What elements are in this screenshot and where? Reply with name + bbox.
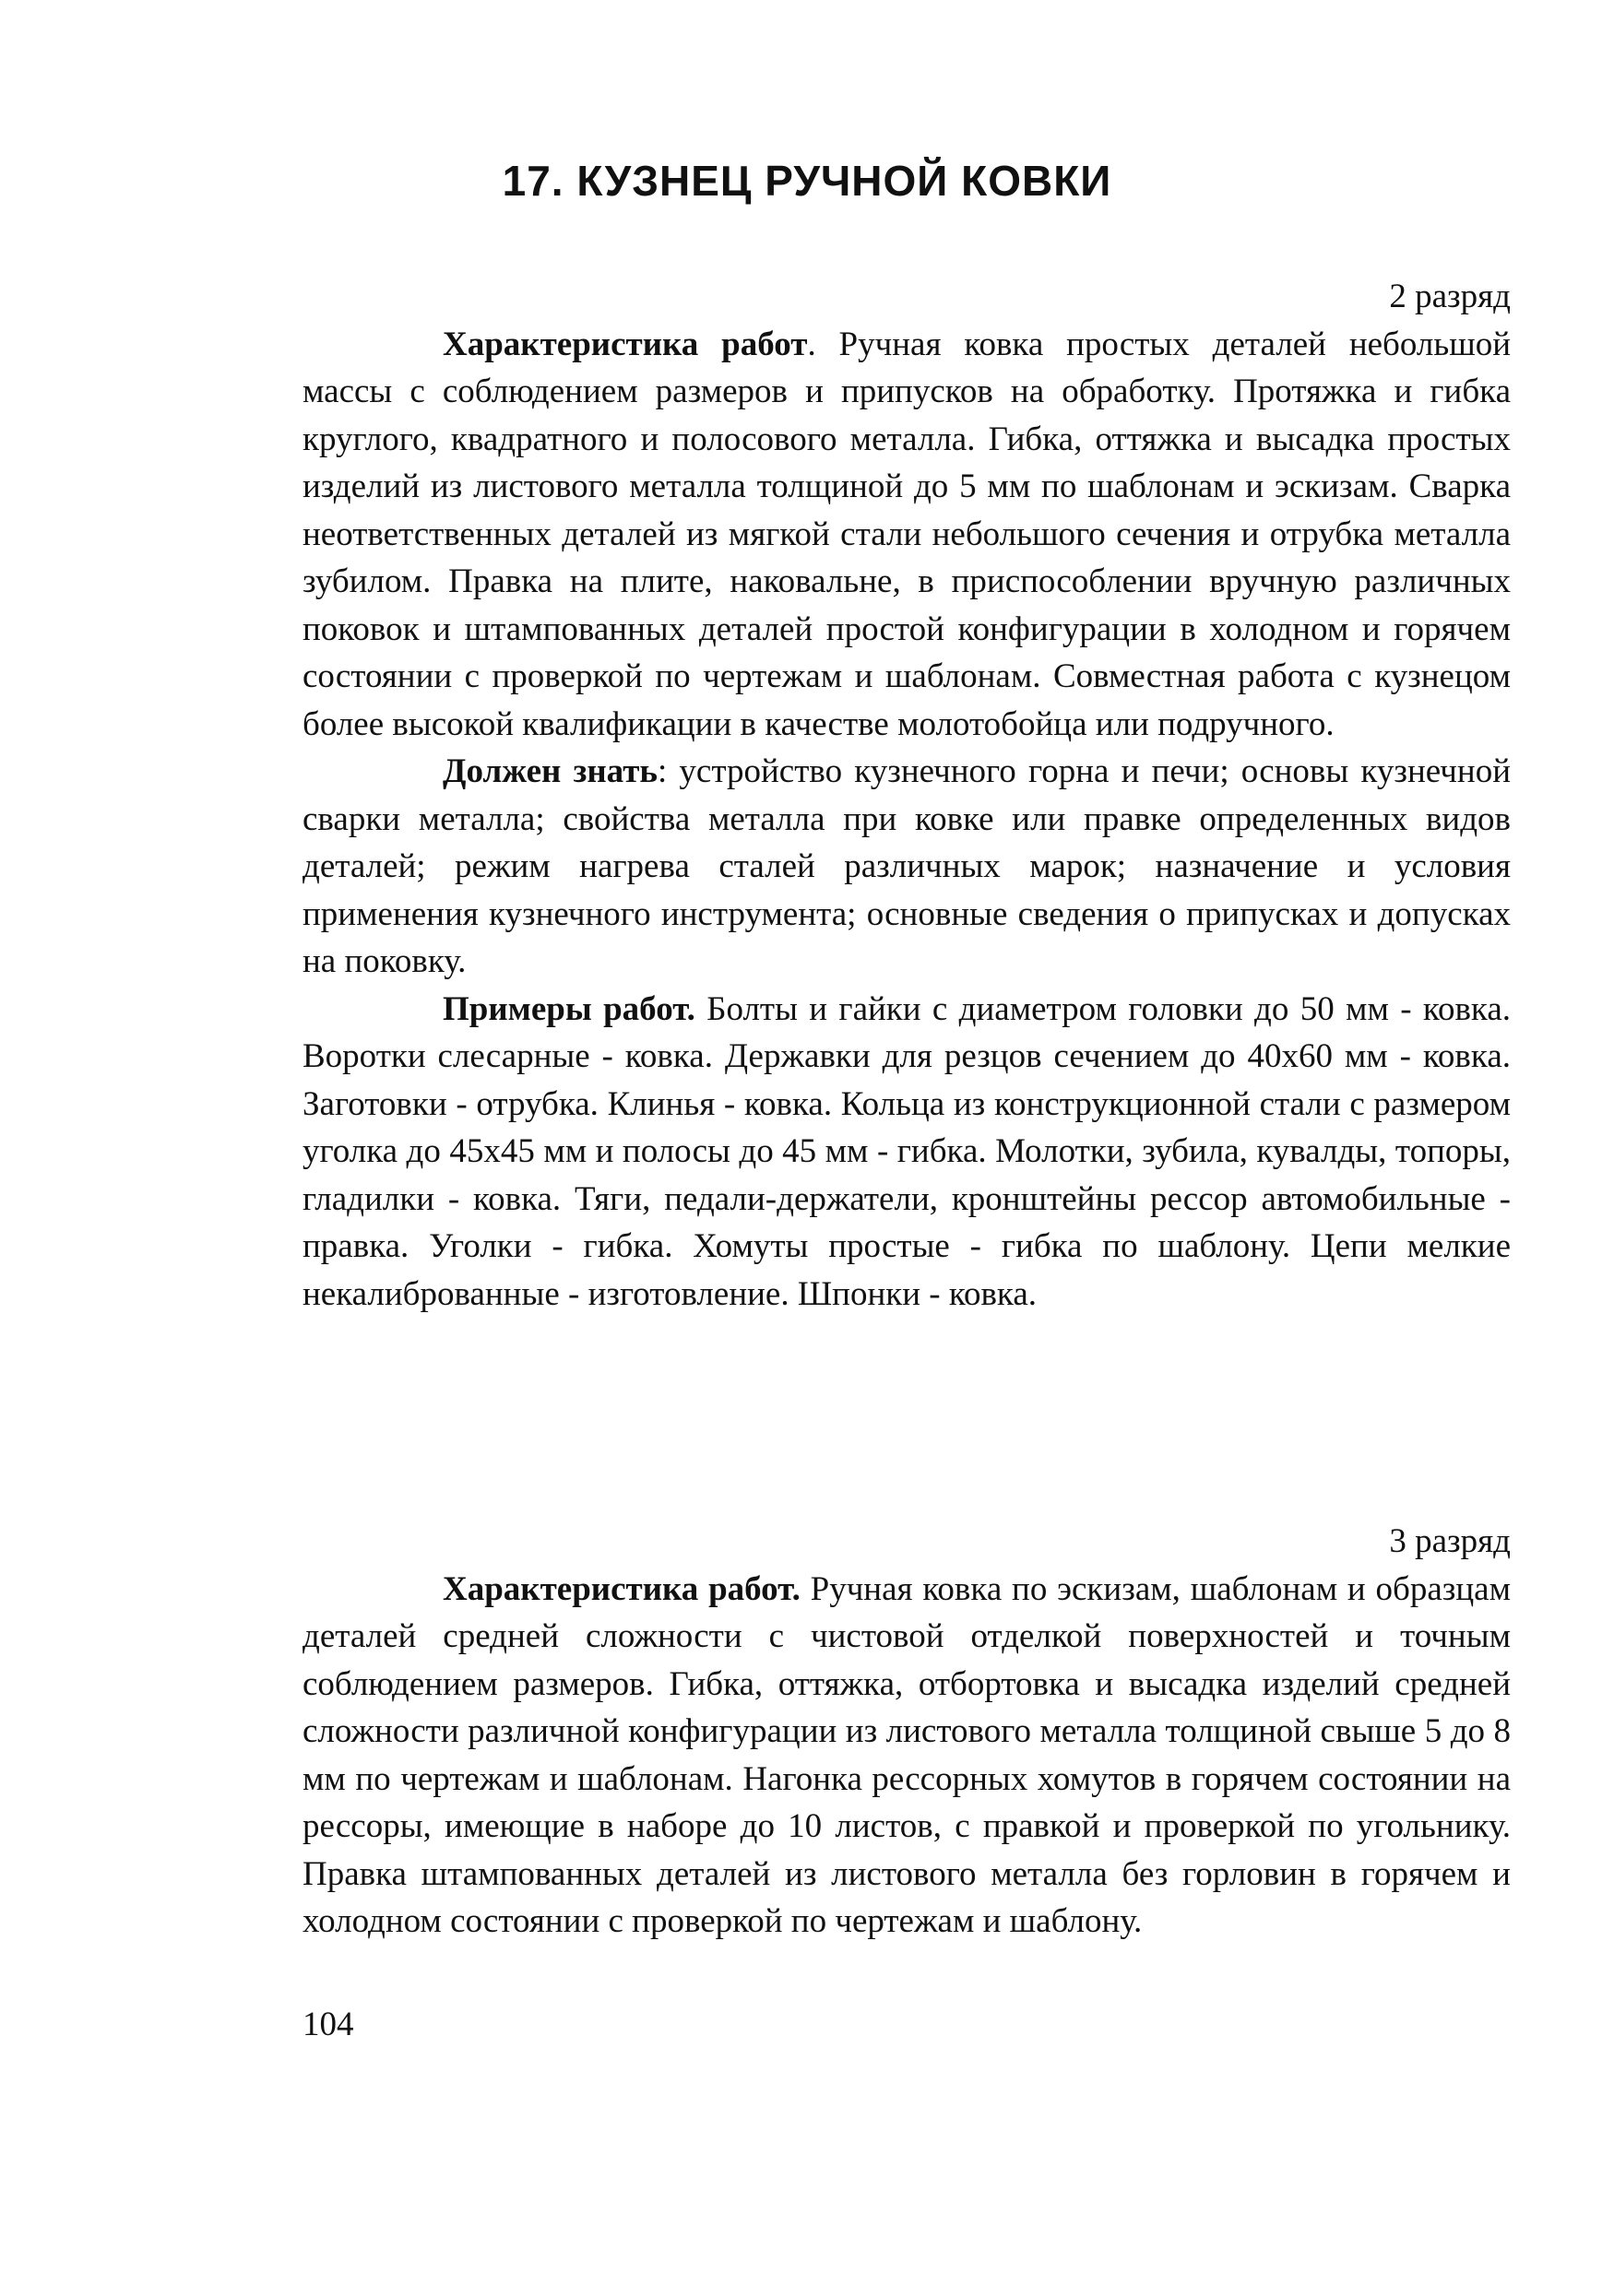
grade-3-characteristics-paragraph (303, 1566, 1511, 1946)
grade-3-section (303, 1518, 1511, 1946)
characteristics-label: Характеристика работ (443, 325, 808, 363)
page-title: 17. КУЗНЕЦ РУЧНОЙ КОВКИ (502, 157, 1112, 205)
knowledge-label: Должен знать (443, 752, 658, 790)
grade-2-characteristics-paragraph (303, 321, 1511, 749)
grade-2-section (303, 273, 1511, 1318)
grade-2-knowledge-paragraph (303, 748, 1511, 986)
grade-3-heading: 3 разряд (1389, 1522, 1511, 1560)
page-number: 104 (303, 2006, 354, 2043)
characteristics-label: Характеристика работ. (443, 1569, 801, 1608)
grade-2-heading: 2 разряд (1389, 278, 1511, 315)
examples-label: Примеры работ. (443, 989, 695, 1028)
examples-text: Болты и гайки с диаметром головки до 50 мм - ковка. Воротки слесарные - ковка. Державки для резцов сечением до 40х60 мм - ковка. Заготовки - отрубка. Клинья - ковка. Кольца из конструкционной стали с размером уголка до 45х45 мм и полосы до 45 мм - гибка. Молотки, зубила, кувалды, топоры, гладилки - ковка. Тяги, педали-держатели, кронштейны рессор автомобильные - правка. Уголки - гибка. Хомуты простые - гибка по шаблону. Цепи мелкие некалиброванные - изготовление. Шпонки - ковка. (303, 989, 1511, 1313)
knowledge-text: : устройство кузнечного горна и печи; основы кузнечной сварки металла; свойства металла при ковке или правке определенных видов деталей; режим нагрева сталей различных марок; назначение и условия применения кузнечного инструмента; основные сведения о припусках и допусках на поковку. (303, 752, 1512, 980)
characteristics-text: Ручная ковка по эскизам, шаблонам и образцам деталей средней сложности с чистовой отделкой поверхностей и точным соблюдением размеров. Гибка, оттяжка, отбортовка и высадка изделий средней сложности различной конфигурации из листового металла толщиной свыше 5 до 8 мм по чертежам и шаблонам. Нагонка рессорных хомутов в горячем состоянии на рессоры, имеющие в наборе до 10 листов, с правкой и проверкой по угольнику. Правка штампованных деталей из листового металла без горловин в горячем и холодном состоянии с проверкой по чертежам и шаблону. (303, 1569, 1512, 1940)
grade-2-examples-paragraph (303, 986, 1511, 1319)
characteristics-text: . Ручная ковка простых деталей небольшой массы с соблюдением размеров и припусков на обработку. Протяжка и гибка круглого, квадратного и полосового металла. Гибка, оттяжка и высадка простых изделий из листового металла толщиной до 5 мм по шаблонам и эскизам. Сварка неответственных деталей из мягкой стали небольшого сечения и отрубка металла зубилом. Правка на плите, наковальне, в приспособлении вручную различных поковок и штампованных деталей простой конфигурации в холодном и горячем состоянии с проверкой по чертежам и шаблонам. Совместная работа с кузнецом более высокой квалификации в качестве молотобойца или подручного. (303, 325, 1512, 743)
